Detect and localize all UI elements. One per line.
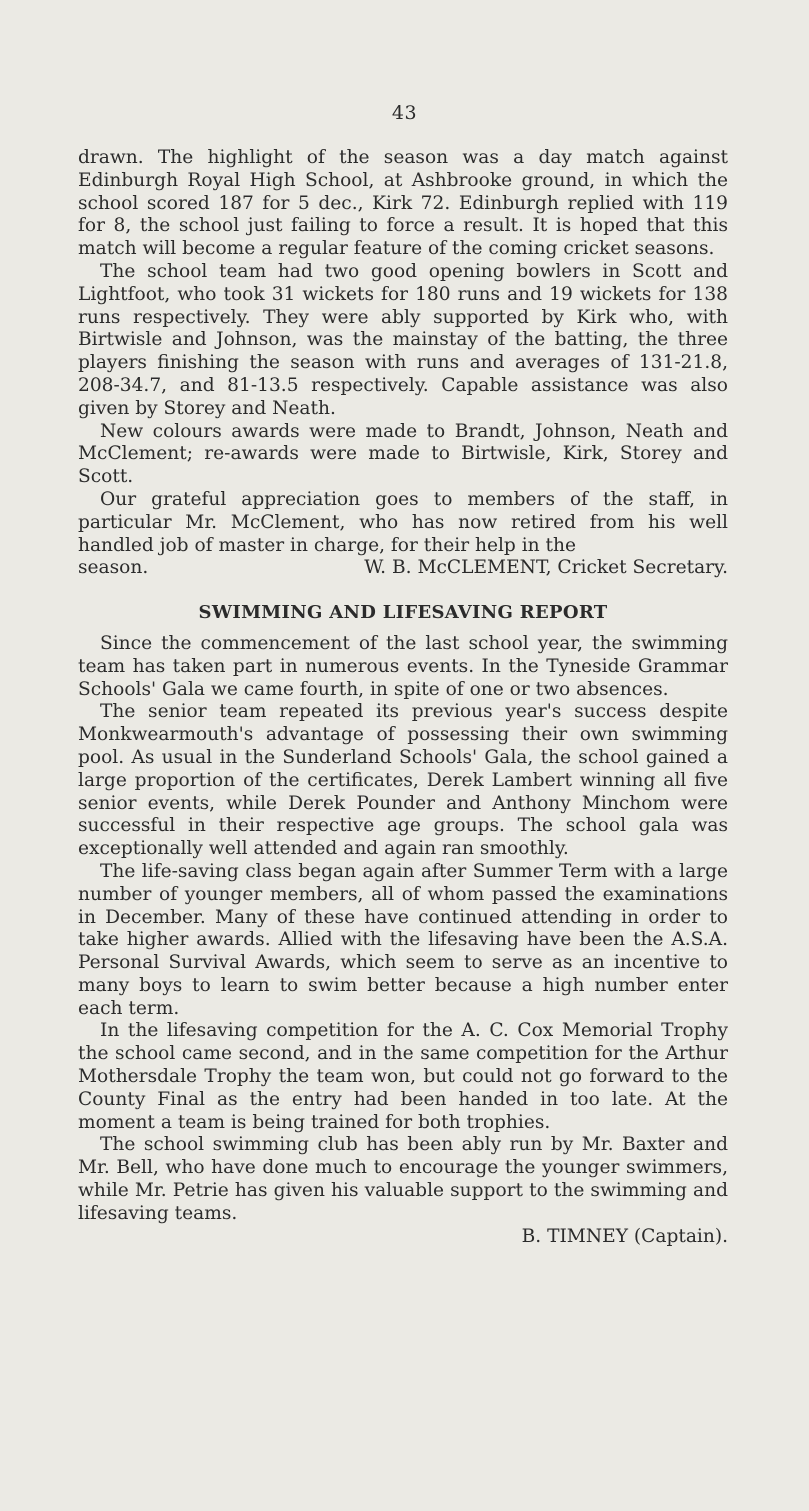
- cricket-signature-line: [78, 557, 728, 580]
- page-content: [78, 147, 728, 1248]
- cricket-report: [78, 147, 728, 580]
- page-number: 43: [391, 102, 418, 124]
- paragraph: The school swimming club has been ably run by Mr. Baxter and Mr. Bell, who have done much to encourage the younger swimmers, while Mr. Petrie has given his valuable support to the swimming and lifesaving teams.: [78, 1134, 728, 1224]
- swimming-signature: B. TIMNEY (Captain).: [521, 1225, 728, 1247]
- paragraph: In the lifesaving competition for the A. C. Cox Memorial Trophy the school came second, and in the same competition for the Arthur Mothersdale Trophy the team won, but could not go forward to the County Final as the entry had been handed in too late. At the moment a team is being trained for both trophies.: [78, 1020, 728, 1133]
- paragraph: drawn. The highlight of the season was a day match against Edinburgh Royal High School, at Ashbrooke ground, in which the school scored 187 for 5 dec., Kirk 72. Edinburgh replied with 119 for 8, the school just failing to force a result. It is hoped that this match will become a regular feature of the coming cricket seasons.: [78, 147, 728, 260]
- paragraph: The senior team repeated its previous year's success despite Monkwearmouth's advantage of possessing their own swimming pool. As usual in the Sunderland Schools' Gala, the school gained a large proportion of the certificates, Derek Lambert winning all five senior events, while Derek Pounder and Anthony Minchom were successful in their respective age groups. The school gala was exceptionally well attended and again ran smoothly.: [78, 701, 728, 860]
- paragraph-tail: season.: [78, 557, 149, 579]
- section-heading: SWIMMING AND LIFESAVING REPORT: [198, 602, 608, 624]
- paragraph: The life-saving class began again after Summer Term with a large number of younger members, all of whom passed the examinations in December. Many of these have continued attending in order to take higher awards. Allied with the lifesaving have been the A.S.A. Personal Survival Awards, which seem to serve as an incentive to many boys to learn to swim better because a high number enter each term.: [78, 860, 728, 1019]
- cricket-signature: W. B. McCLEMENT, Cricket Secretary.: [364, 557, 728, 579]
- paragraph: The school team had two good opening bowlers in Scott and Lightfoot, who took 31 wickets for 180 runs and 19 wickets for 138 runs respectively. They were ably supported by Kirk who, with Birtwisle and Johnson, was the mainstay of the batting, the three players finishing the season with runs and averages of 131-21.8, 208-34.7, and 81-13.5 respectively. Capable assistance was also given by Storey and Neath.: [78, 260, 728, 419]
- swimming-report: [78, 602, 728, 1248]
- paragraph: New colours awards were made to Brandt, Johnson, Neath and McClement; re-awards were made to Birtwisle, Kirk, Storey and Scott.: [78, 420, 728, 488]
- paragraph: Since the commencement of the last school year, the swimming team has taken part in numerous events. In the Tyneside Grammar Schools' Gala we came fourth, in spite of one or two absences.: [78, 632, 728, 700]
- paragraph: Our grateful appreciation goes to members of the staff, in particular Mr. McClement, who has now retired from his well handled job of master in charge, for their help in the: [78, 488, 728, 556]
